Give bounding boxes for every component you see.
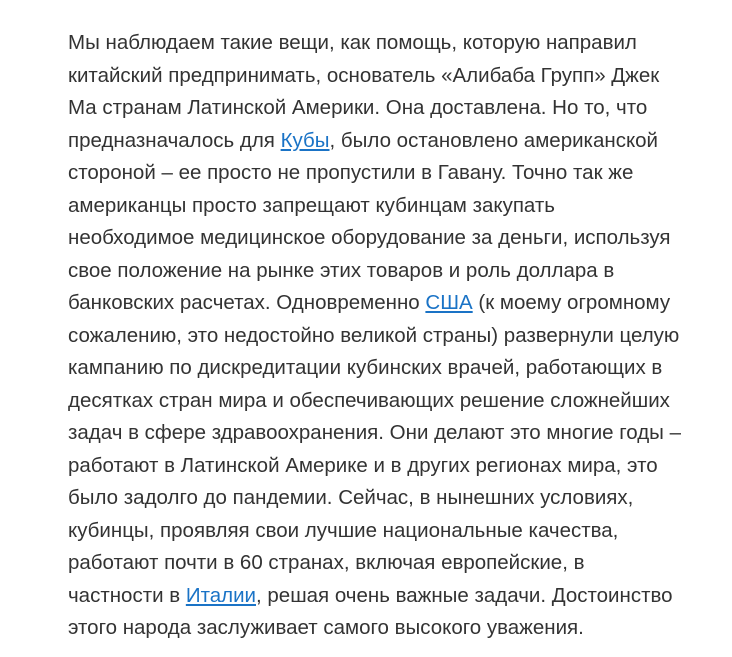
text-line: необходимое медицинское оборудование за деньги, используя <box>68 226 671 249</box>
text-line: стороной – ее просто не пропустили в Гавану. Точно так же <box>68 161 634 184</box>
text-line: этого народа заслуживает самого высокого уважения. <box>68 616 584 639</box>
text-line <box>68 287 688 320</box>
text-line: китайский предпринимать, основатель «Алибаба Групп» Джек <box>68 63 660 87</box>
text-line: американцы просто запрещают кубинцам закупать <box>68 193 555 217</box>
text-line <box>68 580 688 613</box>
text-line: кубинцы, проявляя свои лучшие национальные качества, <box>68 518 619 542</box>
link-cuba[interactable]: Кубы <box>280 128 330 152</box>
article-paragraph <box>68 27 688 645</box>
text-line <box>68 125 688 158</box>
text-segment: предназначалось для <box>68 128 281 152</box>
text-segment: , было остановлено американской <box>329 128 658 152</box>
text-segment: , решая очень важные задачи. Достоинство <box>256 583 673 607</box>
text-segment: (к моему огромному <box>472 291 671 314</box>
text-line: работают почти в 60 странах, включая европейские, в <box>68 551 585 574</box>
text-line: сожалению, это недостойно великой страны) развернули целую <box>68 323 680 347</box>
text-line: задач в сфере здравоохранения. Они делают это многие годы – <box>68 421 682 444</box>
text-line: десятках стран мира и обеспечивающих решение сложнейших <box>68 388 670 412</box>
text-segment: частности в <box>68 583 186 607</box>
text-segment: банковских расчетах. Одновременно <box>68 291 426 314</box>
link-italy[interactable]: Италии <box>185 583 256 607</box>
text-line: свое положение на рынке этих товаров и роль доллара в <box>68 258 615 282</box>
text-line: Мы наблюдаем такие вещи, как помощь, которую направил <box>68 31 637 54</box>
text-line: кампанию по дискредитации кубинских врачей, работающих в <box>68 356 663 379</box>
link-usa[interactable]: США <box>425 291 473 314</box>
text-line: работают в Латинской Америке и в других регионах мира, это <box>68 453 658 477</box>
text-line: Ма странам Латинской Америки. Она доставлена. Но то, что <box>68 96 648 119</box>
text-line: было задолго до пандемии. Сейчас, в нынешних условиях, <box>68 486 634 509</box>
